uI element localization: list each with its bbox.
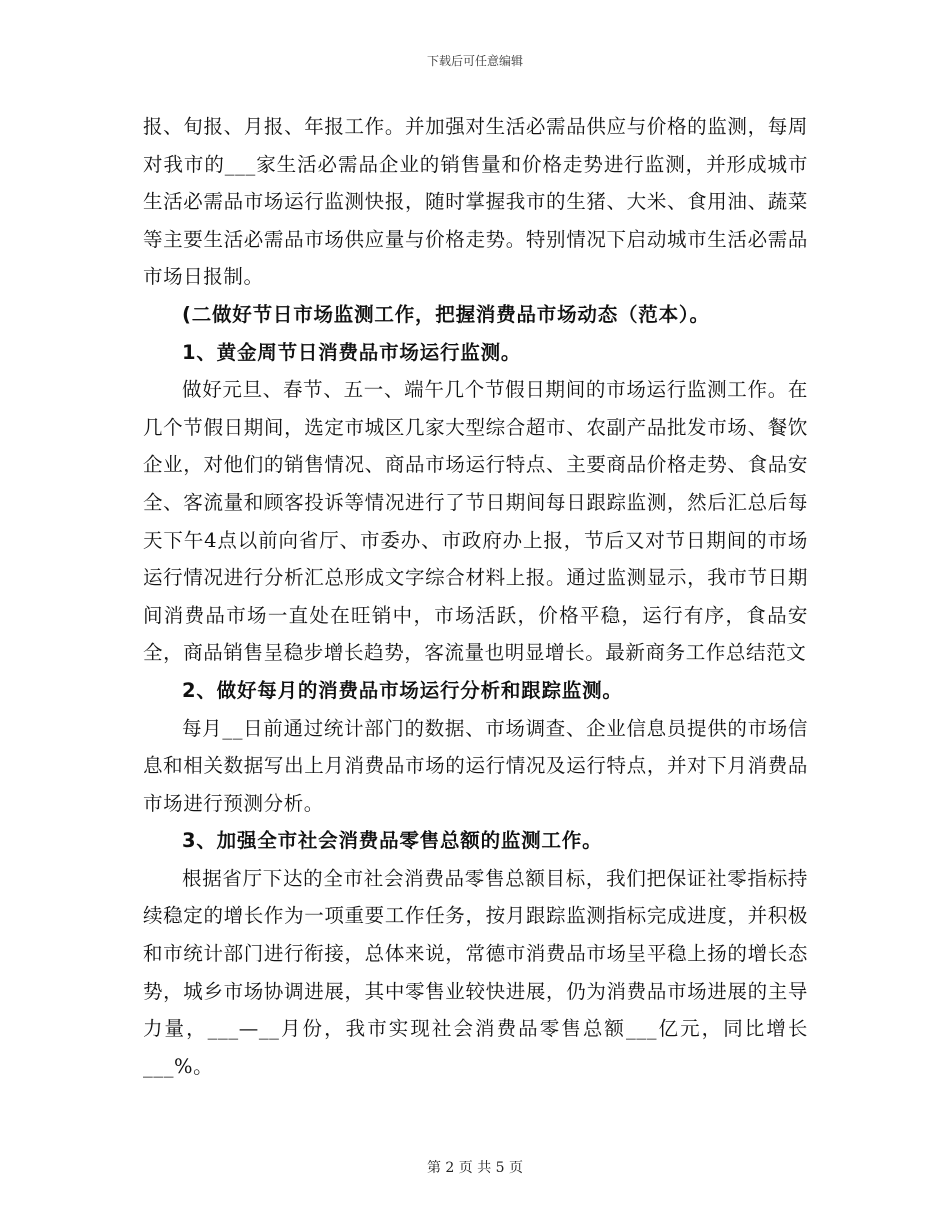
paragraph-monthly-analysis: 每月__日前通过统计部门的数据、市场调查、企业信息员提供的市场信息和相关数据写出上月消费品市场的运行情况及运行特点，并对下月消费品市场进行预测分析。 [143, 716, 808, 815]
subheading-retail-sales: 3、加强全市社会消费品零售总额的监测工作。 [182, 829, 603, 853]
paragraph-retail-sales: 根据省厅下达的全市社会消费品零售总额目标，我们把保证社零指标持续稳定的增长作为一项重要工作任务，按月跟踪监测指标完成进度，并积极和市统计部门进行衔接，总体来说，常德市消费品市场呈平稳上扬的增长态势，城乡市场协调进展，其中零售业较快进展，仍为消费品市场进展的主导力量，___—__月份，我市实现社会消费品零售总额___亿元，同比增长___%。 [143, 866, 808, 1078]
subheading-golden-week: 1、黄金周节日消费品市场运行监测。 [182, 340, 522, 364]
paragraph-continuation: 报、旬报、月报、年报工作。并加强对生活必需品供应与价格的监测，每周对我市的___家生活必需品企业的销售量和价格走势进行监测，并形成城市生活必需品市场运行监测快报，随时掌握我市的生猪、大米、食用油、蔬菜等主要生活必需品市场供应量与价格走势。特别情况下启动城市生活必需品市场日报制。 [143, 115, 808, 289]
subheading-monthly-analysis: 2、做好每月的消费品市场运行分析和跟踪监测。 [182, 678, 623, 702]
page-number: 第 2 页 共 5 页 [426, 1160, 524, 1176]
paragraph-golden-week: 做好元旦、春节、五一、端午几个节假日期间的市场运行监测工作。在几个节假日期间，选定市城区几家大型综合超市、农副产品批发市场、餐饮企业，对他们的销售情况、商品市场运行特点、主要商品价格走势、食品安全、客流量和顾客投诉等情况进行了节日期间每日跟踪监测，然后汇总后每天下午4点以前向省厅、市委办、市政府办上报，节后又对节日期间的市场运行情况进行分析汇总形成文字综合材料上报。通过监测显示，我市节日期间消费品市场一直处在旺销中，市场活跃，价格平稳，运行有序，食品安全，商品销售呈稳步增长趋势，客流量也明显增长。最新商务工作总结范文 [143, 378, 808, 665]
document-body [143, 108, 808, 1085]
section-heading-holiday-monitoring: (二做好节日市场监测工作，把握消费品市场动态（范本）。 [182, 302, 710, 326]
page-header-note: 下载后可任意编辑 [426, 54, 523, 68]
